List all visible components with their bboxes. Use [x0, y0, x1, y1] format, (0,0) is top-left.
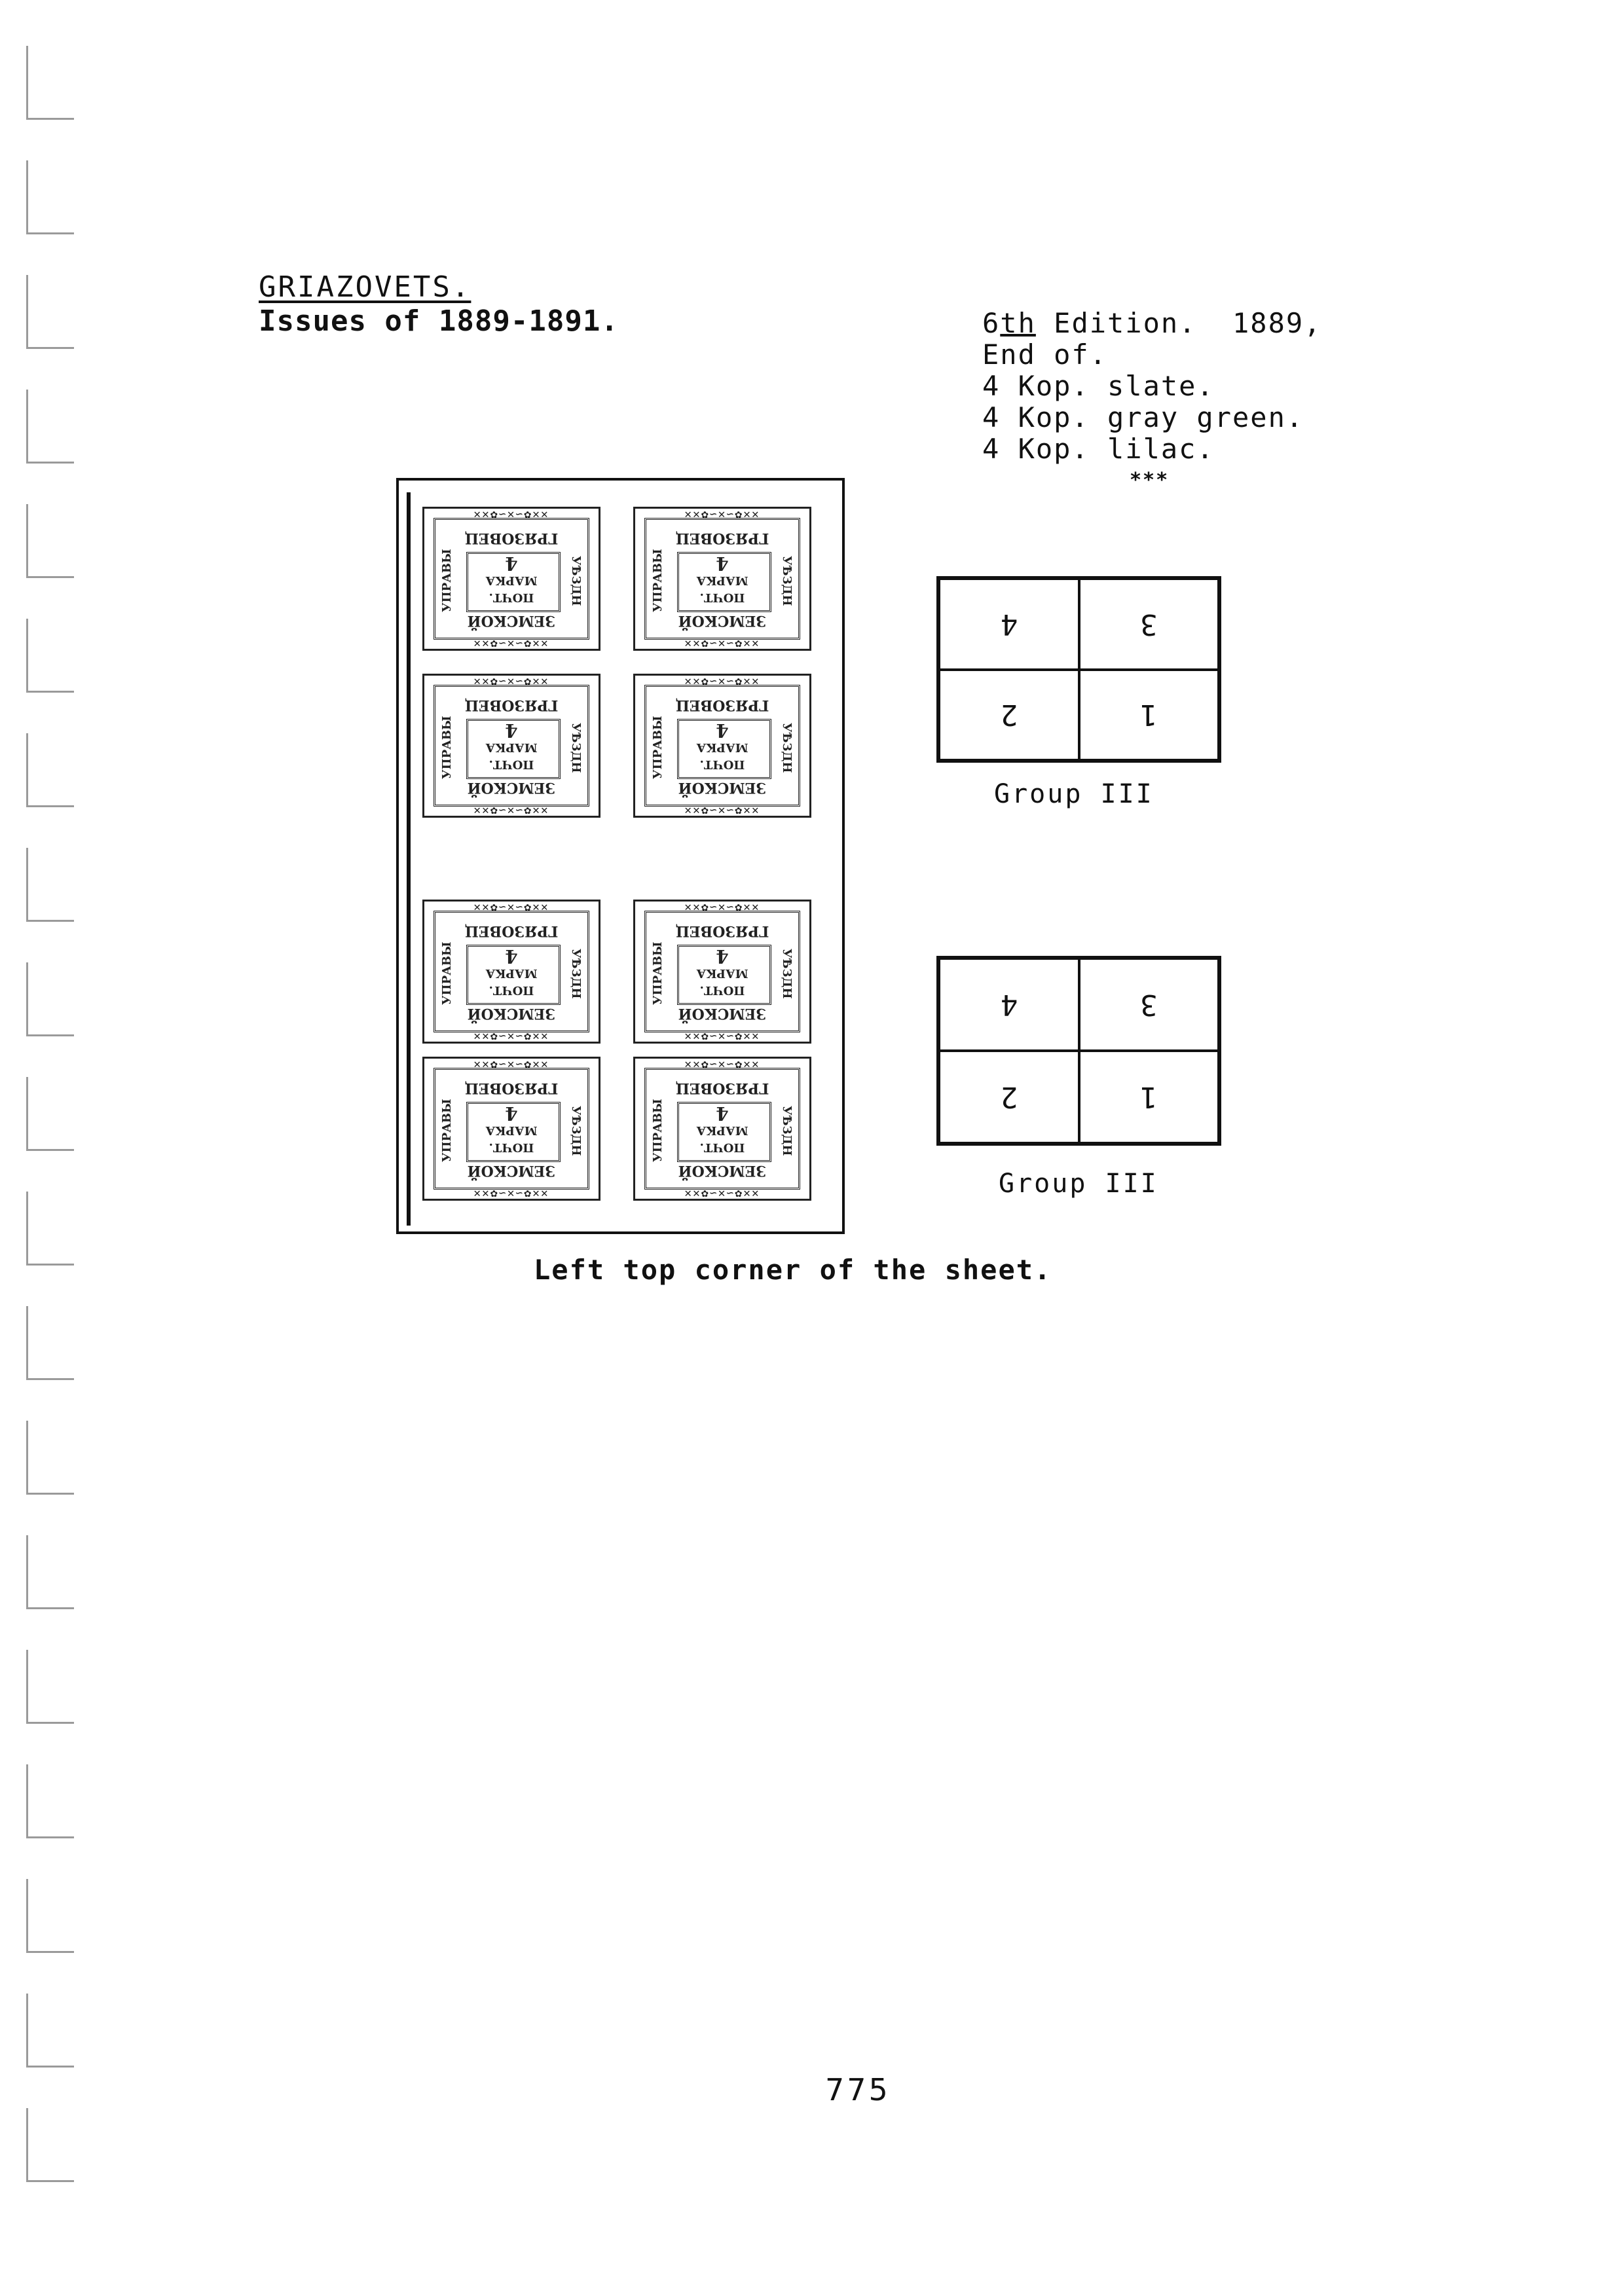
group-label: Group III: [999, 1169, 1158, 1199]
edition-item: 4 Kop. gray green.: [982, 401, 1304, 433]
grid-cell-number: 2: [1000, 1080, 1018, 1114]
grid-cell: [939, 1051, 1079, 1143]
stamp-center-line2: МАРКА: [485, 966, 538, 980]
stamp-ornament-top: ✕✕✿∽✕∽✿✕✕: [684, 900, 760, 914]
stamp-text-top: ГРЯЗОВЕЦ: [675, 697, 769, 714]
stamp-text-top: ГРЯЗОВЕЦ: [464, 922, 559, 939]
grid-cell: [939, 579, 1079, 670]
binder-margin: [0, 0, 79, 2296]
grid-cell-number: 2: [1000, 698, 1018, 732]
binder-mark: [26, 1879, 74, 1953]
binder-mark: [26, 46, 74, 120]
stamp-text-top: ГРЯЗОВЕЦ: [464, 530, 559, 547]
stamp-block: [633, 674, 811, 818]
grid-cell-number: 3: [1140, 607, 1158, 641]
grid-cell: [939, 670, 1079, 761]
edition-title: [982, 308, 1321, 339]
stamp-value: 4: [505, 553, 518, 574]
stamp-center-line2: МАРКА: [485, 1123, 538, 1137]
stamp-ornament-bottom: ✕✕✿∽✕∽✿✕✕: [473, 1029, 549, 1043]
stamp-center-line1: ПОЧТ.: [699, 1140, 745, 1154]
binder-mark: [26, 1650, 74, 1724]
stamp-text-right: УѢЗДН: [780, 555, 794, 606]
stamp-center: [677, 1104, 767, 1156]
sheet-left-rule: [407, 492, 411, 1226]
stamp-center-line1: ПОЧТ.: [489, 1140, 534, 1154]
stamp-ornament-bottom: ✕✕✿∽✕∽✿✕✕: [473, 636, 549, 650]
town-title: GRIAZOVETS.: [259, 270, 471, 304]
grid-cell: [1079, 579, 1219, 670]
stamp-ornament-top: ✕✕✿∽✕∽✿✕✕: [473, 674, 549, 688]
stamp-text-bottom: ЗЕМСКОЙ: [467, 1005, 556, 1022]
stamp-value: 4: [505, 1102, 518, 1124]
stamp-value: 4: [505, 945, 518, 967]
stamp-center-line2: МАРКА: [696, 740, 748, 754]
grid-cell: [939, 958, 1079, 1051]
position-grid: [936, 576, 1221, 763]
stamp-center: [677, 947, 767, 998]
stamp-text-bottom: ЗЕМСКОЙ: [467, 1162, 556, 1179]
stamp-ornament-bottom: ✕✕✿∽✕∽✿✕✕: [684, 1186, 760, 1200]
stamp-ornament-top: ✕✕✿∽✕∽✿✕✕: [473, 900, 549, 914]
grid-cell: [1079, 1051, 1219, 1143]
stamp-text-bottom: ЗЕМСКОЙ: [678, 612, 767, 629]
stamp-text-right: УѢЗДН: [569, 555, 583, 606]
stamp-text-right: УѢЗДН: [569, 1105, 583, 1156]
binder-mark: [26, 1421, 74, 1495]
stamp-center-line1: ПОЧТ.: [489, 757, 534, 771]
edition-ordinal-number: 6: [982, 307, 1001, 339]
stamp-ornament-bottom: ✕✕✿∽✕∽✿✕✕: [684, 636, 760, 650]
stamp-center-line1: ПОЧТ.: [489, 983, 534, 997]
stamp-text-top: ГРЯЗОВЕЦ: [675, 922, 769, 939]
stamp-center-line2: МАРКА: [485, 574, 538, 587]
stamp-text-left: УПРАВЫ: [651, 716, 665, 780]
binder-mark: [26, 619, 74, 693]
stamp-center: [677, 555, 767, 606]
stamp-ornament-top: ✕✕✿∽✕∽✿✕✕: [684, 1057, 760, 1071]
stamp-center: [466, 555, 557, 606]
binder-mark: [26, 1535, 74, 1609]
stamp-text-top: ГРЯЗОВЕЦ: [675, 1080, 769, 1097]
stamp-value: 4: [716, 720, 729, 741]
stamp-center-line1: ПОЧТ.: [699, 983, 745, 997]
binder-mark: [26, 504, 74, 578]
grid-cell: [1079, 958, 1219, 1051]
grid-cell-number: 4: [1000, 988, 1018, 1021]
binder-mark: [26, 275, 74, 349]
stamp-block: [633, 900, 811, 1044]
stamp-center-line1: ПОЧТ.: [699, 591, 745, 604]
binder-mark: [26, 733, 74, 807]
edition-ordinal-suffix: th: [1000, 307, 1036, 339]
stamp-text-bottom: ЗЕМСКОЙ: [467, 612, 556, 629]
stamp-value: 4: [716, 945, 729, 967]
stamp-text-left: УПРАВЫ: [440, 716, 454, 780]
grid-cell-number: 1: [1140, 1080, 1158, 1114]
edition-info: [982, 308, 1321, 496]
stamp-ornament-top: ✕✕✿∽✕∽✿✕✕: [473, 507, 549, 521]
stamp-ornament-bottom: ✕✕✿∽✕∽✿✕✕: [473, 1186, 549, 1200]
binder-mark: [26, 160, 74, 234]
group-label: Group III: [994, 779, 1154, 809]
grid-cell-number: 3: [1140, 988, 1158, 1021]
stamp-ornament-top: ✕✕✿∽✕∽✿✕✕: [473, 1057, 549, 1071]
stamp-sheet: [396, 478, 845, 1234]
stamp-text-right: УѢЗДН: [780, 948, 794, 999]
grid-cell-number: 1: [1140, 698, 1158, 732]
stamp-text-left: УПРАВЫ: [651, 549, 665, 613]
binder-mark: [26, 848, 74, 922]
edition-item: 4 Kop. slate.: [982, 370, 1215, 402]
stamp-block: [633, 507, 811, 651]
stamp-text-left: УПРАВЫ: [440, 941, 454, 1006]
stamp-center-line2: МАРКА: [696, 966, 748, 980]
page-heading: [259, 272, 619, 338]
stamp-center-line2: МАРКА: [485, 740, 538, 754]
stamp-text-bottom: ЗЕМСКОЙ: [467, 779, 556, 796]
stamp-value: 4: [716, 1102, 729, 1124]
stamp-text-left: УПРАВЫ: [651, 941, 665, 1006]
grid-cell: [1079, 670, 1219, 761]
edition-item: 4 Kop. lilac.: [982, 433, 1215, 465]
position-grid: [936, 956, 1221, 1146]
stamp-text-top: ГРЯЗОВЕЦ: [464, 697, 559, 714]
stamp-text-left: УПРАВЫ: [440, 549, 454, 613]
stamp-text-right: УѢЗДН: [569, 722, 583, 773]
stamp-value: 4: [716, 553, 729, 574]
stamp-center: [466, 947, 557, 998]
stamp-block: [422, 507, 600, 651]
edition-end: End of.: [982, 338, 1108, 371]
stamp-center-line1: ПОЧТ.: [489, 591, 534, 604]
stamp-text-bottom: ЗЕМСКОЙ: [678, 1162, 767, 1179]
stamp-text-bottom: ЗЕМСКОЙ: [678, 779, 767, 796]
stamp-center-line1: ПОЧТ.: [699, 757, 745, 771]
stamp-block: [633, 1057, 811, 1201]
stamp-text-bottom: ЗЕМСКОЙ: [678, 1005, 767, 1022]
page-number: 775: [825, 2072, 891, 2107]
stamp-center: [466, 1104, 557, 1156]
stamp-text-right: УѢЗДН: [780, 1105, 794, 1156]
sheet-caption: Left top corner of the sheet.: [534, 1254, 1052, 1286]
edition-title-rest: Edition. 1889,: [1035, 307, 1322, 339]
binder-mark: [26, 1306, 74, 1380]
stamp-center-line2: МАРКА: [696, 574, 748, 587]
stamp-ornament-bottom: ✕✕✿∽✕∽✿✕✕: [473, 803, 549, 817]
binder-mark: [26, 390, 74, 464]
binder-mark: [26, 1994, 74, 2068]
stamp-value: 4: [505, 720, 518, 741]
stamp-text-left: УПРАВЫ: [651, 1099, 665, 1163]
issues-subtitle: Issues of 1889-1891.: [259, 304, 619, 338]
stamp-block: [422, 1057, 600, 1201]
binder-mark: [26, 962, 74, 1036]
binder-mark: [26, 2108, 74, 2182]
stamp-ornament-bottom: ✕✕✿∽✕∽✿✕✕: [684, 1029, 760, 1043]
stamp-text-right: УѢЗДН: [780, 722, 794, 773]
stamp-text-top: ГРЯЗОВЕЦ: [675, 530, 769, 547]
stamp-center: [677, 721, 767, 773]
stamp-center-line2: МАРКА: [696, 1123, 748, 1137]
grid-cell-number: 4: [1000, 607, 1018, 641]
binder-mark: [26, 1192, 74, 1266]
stamp-block: [422, 900, 600, 1044]
edition-stars: ***: [1130, 469, 1170, 492]
stamp-ornament-top: ✕✕✿∽✕∽✿✕✕: [684, 507, 760, 521]
stamp-text-left: УПРАВЫ: [440, 1099, 454, 1163]
stamp-text-right: УѢЗДН: [569, 948, 583, 999]
binder-mark: [26, 1764, 74, 1838]
binder-mark: [26, 1077, 74, 1151]
stamp-ornament-top: ✕✕✿∽✕∽✿✕✕: [684, 674, 760, 688]
stamp-text-top: ГРЯЗОВЕЦ: [464, 1080, 559, 1097]
stamp-center: [466, 721, 557, 773]
stamp-block: [422, 674, 600, 818]
stamp-ornament-bottom: ✕✕✿∽✕∽✿✕✕: [684, 803, 760, 817]
